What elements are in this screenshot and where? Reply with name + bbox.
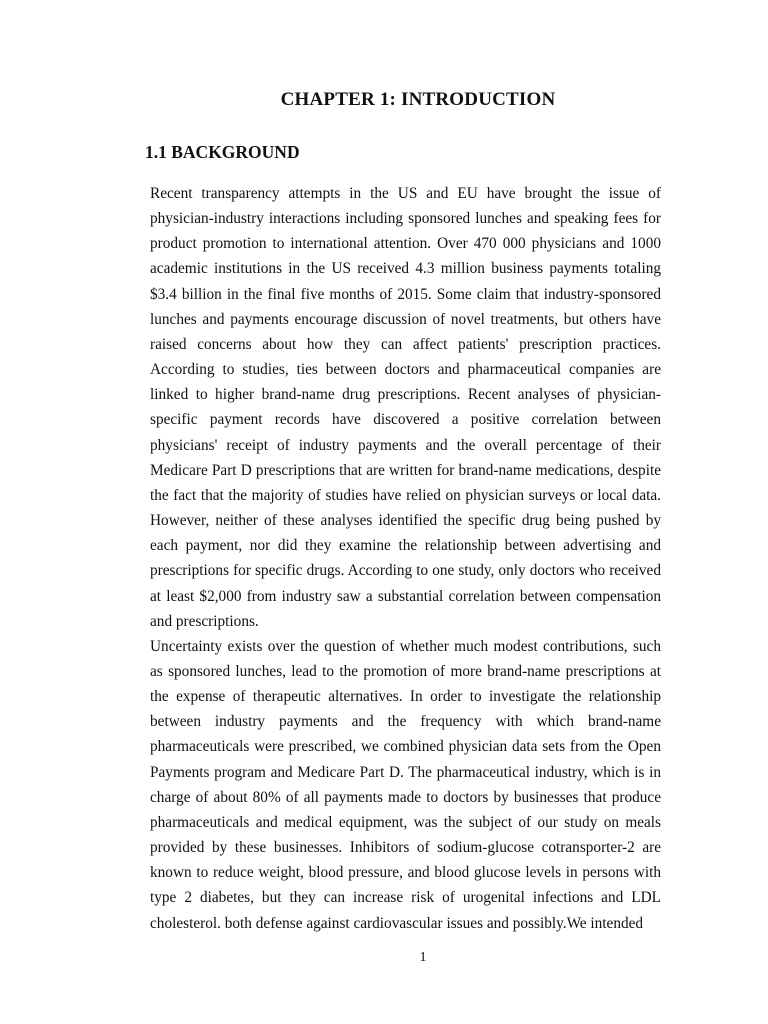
paragraph: Recent transparency attempts in the US and EU have brought the issue of physician-industry interactions including sponsored lunches and speaking fees for product promotion to international attention. Over 470 000 physicians and 1000 academic institutions in the US received 4.3 million business payments totaling $3.4 billion in the final five months of 2015. Some claim that industry-sponsored lunches and payments encourage discussion of novel treatments, but others have raised concerns about how they can affect patients' prescription practices. According to studies, ties between doctors and pharmaceutical companies are linked to higher brand-name drug prescriptions. Recent analyses of physician-specific payment records have discovered a positive correlation between physicians' receipt of industry payments and the overall percentage of their Medicare Part D prescriptions that are written for brand-name medications, despite the fact that the majority of studies have relied on physician surveys or local data. However, neither of these analyses identified the specific drug being pushed by each payment, nor did they examine the relationship between advertising and prescriptions for specific drugs. According to one study, only doctors who received at least $2,000 from industry saw a substantial correlation between compensation and prescriptions.: [150, 185, 661, 630]
section-heading: 1.1 BACKGROUND: [145, 142, 300, 162]
body-text: [150, 181, 661, 936]
chapter-title: CHAPTER 1: INTRODUCTION: [280, 89, 556, 110]
paragraph: Uncertainty exists over the question of whether much modest contributions, such as sponsored lunches, lead to the promotion of more brand-name prescriptions at the expense of therapeutic alternatives. In order to investigate the relationship between industry payments and the frequency with which brand-name pharmaceuticals were prescribed, we combined physician data sets from the Open Payments program and Medicare Part D. The pharmaceutical industry, which is in charge of about 80% of all payments made to doctors by businesses that produce pharmaceuticals and medical equipment, was the subject of our study on meals provided by these businesses. Inhibitors of sodium-glucose cotransporter-2 are known to reduce weight, blood pressure, and blood glucose levels in persons with type 2 diabetes, but they can increase risk of urogenital infections and LDL cholesterol. both defense against cardiovascular issues and possibly.We intended: [150, 637, 661, 932]
page-number: 1: [419, 950, 427, 965]
